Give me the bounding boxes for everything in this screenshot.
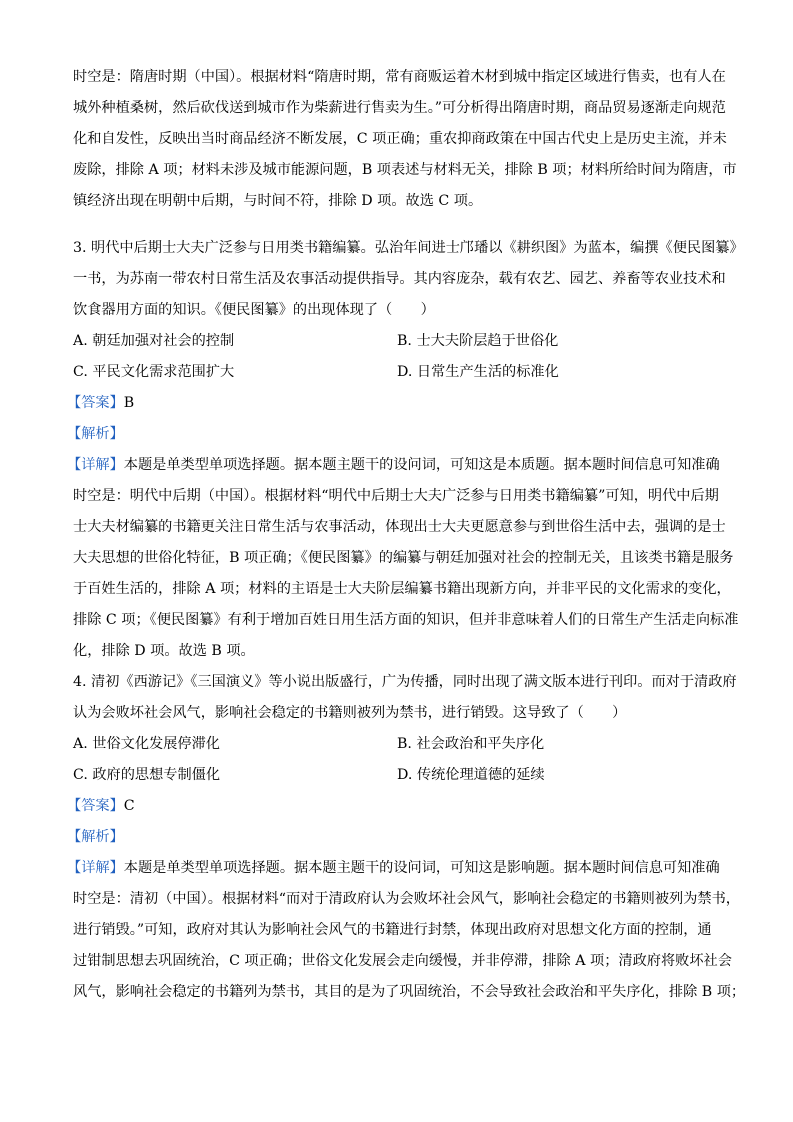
detail-line: 大夫思想的世俗化特征，B 项正确；《便民图纂》的编纂与朝廷加强对社会的控制无关，且该类书籍是服务 (73, 550, 734, 566)
answer-row (67, 791, 727, 822)
document-page (67, 62, 746, 1008)
detail-first-line (67, 450, 727, 481)
answer-row (67, 388, 727, 419)
detail-line: 时空是：明代中后期（中国）。根据材料“明代中后期士大夫广泛参与日用类书籍编纂”可知，明代中后期 (73, 488, 719, 504)
detail-line: 士大夫材编纂的书籍更关注日常生活与农事活动，体现出士大夫更愿意参与到世俗生活中去，强调的是士 (73, 519, 726, 535)
answer-tag: 【答案】 (67, 798, 124, 814)
detail-line: 本题是单类型单项选择题。据本题主题干的设问词，可知这是影响题。据本题时间信息可知准确 (123, 860, 720, 876)
option-c: C. 平民文化需求范围扩大 (73, 364, 235, 380)
detail-line: 过钳制思想去巩固统治，C 项正确；世俗文化发展会走向缓慢，并非停滞，排除 A 项；清政府将败坏社会 (73, 953, 732, 969)
detail-line: 时空是：清初（中国）。根据材料“而对于清政府认为会败坏社会风气，影响社会稳定的书籍则被列为禁书， (73, 891, 740, 907)
analysis-row (67, 419, 727, 450)
detail-tag: 【详解】 (67, 860, 124, 876)
spacer (73, 217, 727, 233)
question-stem-line: 4. 清初《西游记》《三国演义》等小说出版盛行，广为传播，同时出现了满文版本进行刊印。而对于清政府 (73, 674, 737, 690)
options-grid (73, 326, 727, 388)
detail-line: 排除 C 项；《便民图纂》有利于增加百姓日用生活方面的知识，但并非意味着人们的日常生产生活走向标准 (73, 612, 739, 628)
question-stem-line: 一书，为苏南一带农村日常生活及农事活动提供指导。其内容庞杂，载有农艺、园艺、养畜等农业技术和 (73, 271, 726, 287)
detail-line: 于百姓生活的，排除 A 项；材料的主语是士大夫阶层编纂书籍出现新方向，并非平民的文化需求的变化， (73, 581, 731, 597)
analysis-line: 城外种植桑树，然后砍伐送到城市作为柴薪进行售卖为生。”可分析得出隋唐时期，商品贸易逐渐走向规范 (73, 100, 726, 116)
analysis-line: 时空是：隋唐时期（中国）。根据材料“隋唐时期，常有商贩运着木材到城中指定区域进行售卖，也有人在 (73, 69, 726, 85)
option-a: A. 朝廷加强对社会的控制 (73, 333, 235, 349)
option-a: A. 世俗文化发展停滞化 (73, 736, 220, 752)
analysis-tag: 【解析】 (67, 829, 124, 845)
option-d: D. 传统伦理道德的延续 (397, 767, 545, 783)
option-d: D. 日常生产生活的标准化 (397, 364, 559, 380)
analysis-line: 废除，排除 A 项；材料未涉及城市能源问题，B 项表述与材料无关，排除 B 项；材料所给时间为隋唐，市 (73, 162, 737, 178)
detail-line: 化，排除 D 项。故选 B 项。 (73, 643, 255, 659)
option-b: B. 士大夫阶层趋于世俗化 (397, 333, 559, 349)
option-c: C. 政府的思想专制僵化 (73, 767, 221, 783)
detail-first-line (67, 853, 727, 884)
answer-value: C (123, 798, 135, 814)
answer-tag: 【答案】 (67, 395, 124, 411)
detail-line: 进行销毁。”可知，政府对其认为影响社会风气的书籍进行封禁，体现出政府对思想文化方面的控制，通 (73, 922, 712, 938)
previous-analysis (73, 62, 737, 217)
option-b: B. 社会政治和平失序化 (397, 736, 545, 752)
detail-line: 风气，影响社会稳定的书籍列为禁书，其目的是为了巩固统治，不会导致社会政治和平失序化，排除 B 项； (73, 984, 746, 1000)
detail-line: 本题是单类型单项选择题。据本题主题干的设问词，可知这是本质题。据本题时间信息可知准确 (123, 457, 720, 473)
answer-value: B (123, 395, 135, 411)
question-stem-line: 3. 明代中后期士大夫广泛参与日用类书籍编纂。弘治年间进士邝璠以《耕织图》为蓝本，编撰《便民图纂》 (73, 240, 744, 256)
analysis-line: 镇经济出现在明朝中后期，与时间不符，排除 D 项。故选 C 项。 (73, 193, 483, 209)
question-stem-line: 认为会败坏社会风气，影响社会稳定的书籍则被列为禁书，进行销毁。这导致了（ ） (73, 705, 627, 721)
question-3 (67, 233, 744, 667)
question-4 (67, 667, 746, 1008)
analysis-tag: 【解析】 (67, 426, 124, 442)
detail-tag: 【详解】 (67, 457, 124, 473)
analysis-line: 化和自发性，反映出当时商品经济不断发展，C 项正确；重农抑商政策在中国古代史上是历史主流，并未 (73, 131, 727, 147)
options-grid (73, 729, 727, 791)
analysis-row (67, 822, 727, 853)
question-stem-line: 饮食器用方面的知识。《便民图纂》的出现体现了（ ） (73, 302, 435, 318)
